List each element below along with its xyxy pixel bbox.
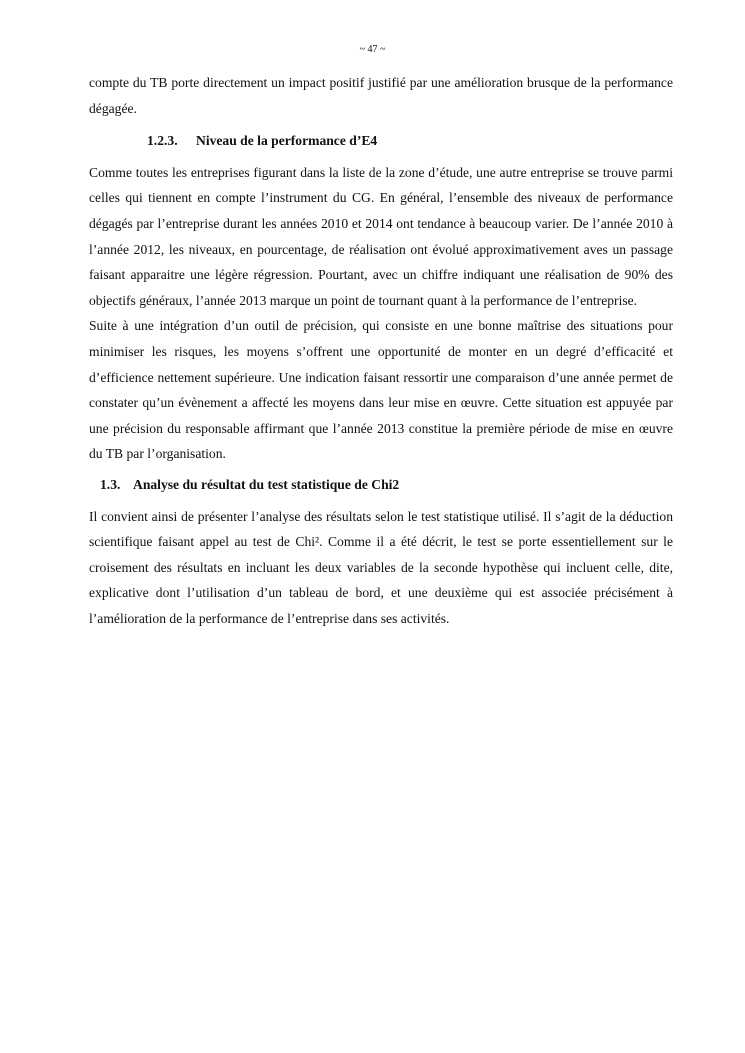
section-number: 1.2.3. [147, 133, 178, 149]
paragraph-e4-1: Comme toutes les entreprises figurant dans la liste de la zone d’étude, une autre entreprise se trouve parmi celles qui tiennent en compte l’instrument du CG. En général, l’ensemble des niveaux de performance dégagés par l’entreprise durant les années 2010 et 2014 ont tendance à beaucoup varier. De l’année 2010 à l’année 2012, les niveaux, en pourcentage, de réalisation ont évolué approximativement aves un passage faisant apparaitre une légère régression. Pourtant, avec un chiffre indiquant une réalisation de 90% des objectifs généraux, l’année 2013 marque un point de tournant quant à la performance de l’entreprise. [89, 164, 673, 308]
paragraph-chi2: Il convient ainsi de présenter l’analyse des résultats selon le test statistique utilisé. Il s’agit de la déduction scientifique faisant appel au test de Chi². Comme il a été décrit, le test se porte essentiellement sur le croisement des résultats en incluant les deux variables de la seconde hypothèse qui incluent celle, dite, explicative dont l’utilisation d’un tableau de bord, et une deuxième qui est associée précisément à l’amélioration de la performance de l’entreprise dans ses activités. [89, 508, 673, 626]
section-heading-1-2-3 [147, 128, 673, 154]
page-body [89, 70, 673, 631]
section-heading-1-3 [100, 472, 673, 498]
page-number: ~ 47 ~ [359, 44, 386, 55]
paragraph-e4-2: Suite à une intégration d’un outil de précision, qui consiste en une bonne maîtrise des situations pour minimiser les risques, les moyens s’offrent une opportunité de monter en un degré d’efficacité et d’efficience nettement supérieure. Une indication faisant ressortir une comparaison d’une année permet de constater qu’un évènement a affecté les moyens dans leur mise en œuvre. Cette situation est appuyée par une précision du responsable affirmant que l’année 2013 constitue la première période de mise en œuvre du TB par l’organisation. [89, 318, 673, 462]
section-title: Analyse du résultat du test statistique de Chi2 [133, 476, 400, 492]
paragraph-intro: compte du TB porte directement un impact positif justifié par une amélioration brusque de la performance dégagée. [89, 75, 673, 116]
section-number: 1.3. [100, 476, 121, 492]
section-title: Niveau de la performance d’E4 [196, 133, 378, 149]
